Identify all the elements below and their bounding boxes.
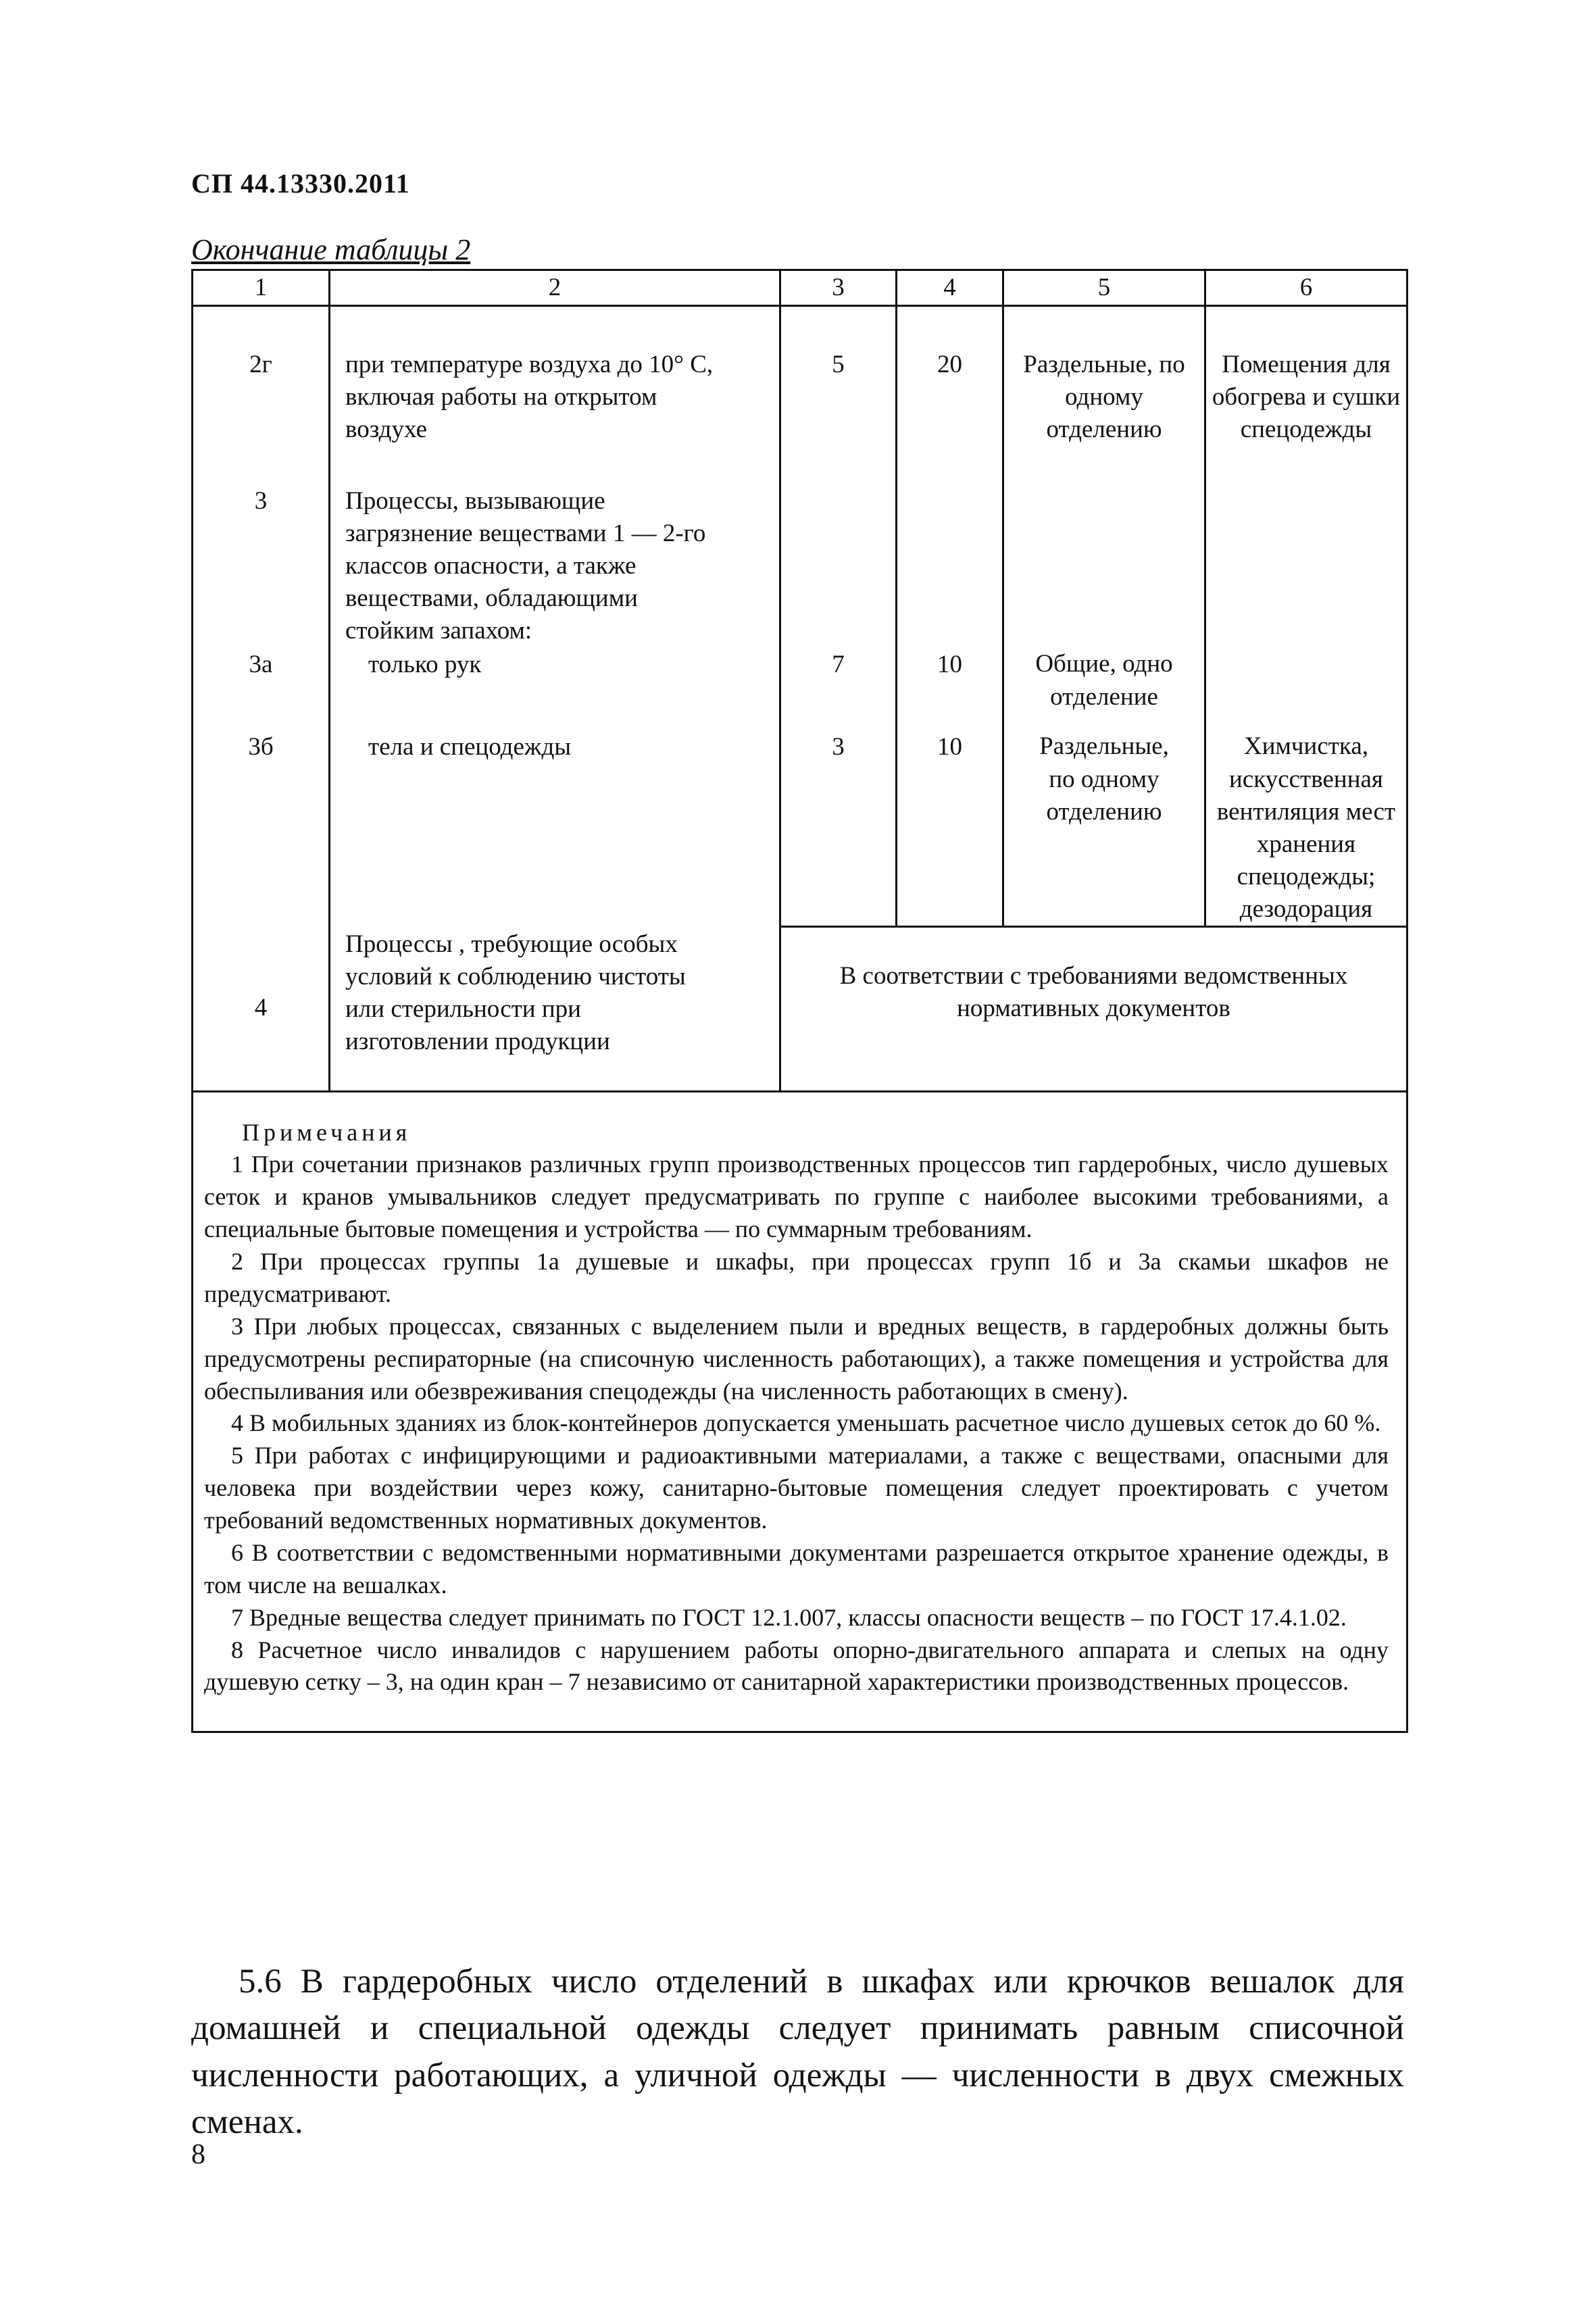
group-cell: 3б xyxy=(193,730,330,926)
process-line: веществами, обладающими xyxy=(345,584,638,613)
special-rooms-cell xyxy=(1205,730,1407,926)
cell-line: Помещения для xyxy=(1222,351,1391,378)
process-line: включая работы на открытом xyxy=(345,383,657,411)
process-line: или стерильности при xyxy=(345,995,581,1023)
process-cell xyxy=(330,484,780,648)
group-cell: 3 xyxy=(193,484,330,648)
note-item: 4 В мобильных зданиях из блок-контейнеров допускается уменьшать расчетное число душевых сеток до 60 %. xyxy=(231,1409,1381,1437)
page-number: 8 xyxy=(191,2139,205,2170)
table-header-row xyxy=(193,270,1407,306)
column-header-3: 3 xyxy=(780,270,897,306)
process-line: изготовлении продукции xyxy=(345,1027,610,1055)
table-2-end xyxy=(191,269,1408,1733)
table-row xyxy=(193,484,1407,648)
process-line: тела и спецодежды xyxy=(368,733,572,761)
merged-requirements-cell xyxy=(780,927,1407,1092)
process-line: условий к соблюдению чистоты xyxy=(345,962,686,990)
note-item: 8 Расчетное число инвалидов с нарушением работы опорно-двигательного аппарата и слепых на одну душевую сетку – 3, на один кран – 7 независимо от санитарной характеристики производственных процессов. xyxy=(204,1636,1389,1696)
group-cell: 4 xyxy=(193,927,330,1092)
section-paragraph-5-6: 5.6 В гардеробных число отделений в шкафах или крючков вешалок для домашней и специальной одежды следует принимать равным списочной численности работающих, а уличной одежды — численности в двух смежных сменах. xyxy=(191,1963,1404,2142)
table-row xyxy=(193,730,1407,926)
value-cell: 10 xyxy=(897,730,1003,926)
notes-row xyxy=(193,1091,1407,1732)
wardrobe-type-cell xyxy=(1003,484,1205,648)
note-item: 1 При сочетании признаков различных групп производственных процессов тип гардеробных, число душевых сеток и кранов умывальников следует предусматривать по группе с наиболее высокими требованиями, а специальные бытовые помещения и устройства — по суммарным требованиям. xyxy=(204,1151,1389,1243)
process-line: стойким запахом: xyxy=(345,617,532,645)
process-line: классов опасности, а также xyxy=(345,552,637,580)
cell-line: Раздельные, xyxy=(1039,732,1169,761)
notes-title: Примечания xyxy=(242,1118,412,1146)
cell-line: нормативных документов xyxy=(957,995,1230,1023)
special-rooms-cell xyxy=(1205,648,1407,730)
cell-line: искусственная xyxy=(1229,765,1383,793)
wardrobe-type-cell xyxy=(1003,730,1205,926)
group-cell: 2г xyxy=(193,306,330,485)
document-code: СП 44.13330.2011 xyxy=(191,168,410,199)
note-item: 6 В соответствии с ведомственными нормативными документами разрешается открытое хранение одежды, в том числе на вешалках. xyxy=(204,1538,1389,1599)
column-header-2: 2 xyxy=(330,270,780,306)
cell-line: вентиляция мест xyxy=(1216,797,1396,826)
table-row xyxy=(193,927,1407,1092)
process-line: Процессы, вызывающие xyxy=(345,487,605,515)
note-item: 3 При любых процессах, связанных с выделением пыли и вредных веществ, в гардеробных должны быть предусмотрены респираторные (на списочную численность работающих), а также помещения и устройства для обеспыливания или обезвреживания спецодежды (на численность работающих в смену). xyxy=(204,1312,1389,1405)
cell-line: Раздельные, по xyxy=(1023,351,1185,378)
cell-line: дезодорация xyxy=(1239,895,1373,923)
value-cell: 3 xyxy=(780,730,897,926)
cell-line: Общие, одно xyxy=(1035,650,1173,678)
cell-line: отделению xyxy=(1046,797,1162,826)
cell-line: отделению xyxy=(1046,416,1162,444)
table-row xyxy=(193,306,1407,485)
process-cell xyxy=(330,730,780,926)
process-cell xyxy=(330,648,780,730)
process-cell xyxy=(330,927,780,1092)
cell-line: обогрева и сушки xyxy=(1212,383,1401,411)
value-cell: 10 xyxy=(897,648,1003,730)
cell-line: отделение xyxy=(1050,682,1158,711)
special-rooms-cell xyxy=(1205,484,1407,648)
value-cell: 5 xyxy=(780,306,897,485)
table-caption: Окончание таблицы 2 xyxy=(191,233,471,266)
column-header-5: 5 xyxy=(1003,270,1205,306)
note-item: 2 При процессах группы 1а душевые и шкафы, при процессах групп 1б и 3а скамьи шкафов не предусматривают. xyxy=(204,1248,1389,1307)
value-cell: 20 xyxy=(897,306,1003,485)
cell-line: спецодежды xyxy=(1240,416,1372,444)
wardrobe-type-cell xyxy=(1003,648,1205,730)
cell-line: В соответствии с требованиями ведомственных xyxy=(839,962,1348,990)
cell-line: по одному xyxy=(1049,765,1159,793)
column-header-1: 1 xyxy=(193,270,330,306)
value-cell xyxy=(780,484,897,648)
process-line: воздухе xyxy=(345,416,427,444)
cell-line: хранения xyxy=(1256,830,1356,858)
column-header-6: 6 xyxy=(1205,270,1407,306)
note-item: 5 При работах с инфицирующими и радиоактивными материалами, а также с веществами, опасными для человека при воздействии через кожу, санитарно-бытовые помещения следует проектировать с учетом требований ведомственных нормативных документов. xyxy=(204,1442,1389,1534)
value-cell xyxy=(897,484,1003,648)
process-line: Процессы , требующие особых xyxy=(345,930,678,958)
notes-cell xyxy=(193,1091,1407,1732)
table-row xyxy=(193,648,1407,730)
cell-line: одному xyxy=(1065,383,1143,411)
cell-line: Химчистка, xyxy=(1243,732,1369,761)
process-line: загрязнение веществами 1 — 2-го xyxy=(345,520,706,548)
special-rooms-cell xyxy=(1205,306,1407,485)
process-line: только рук xyxy=(368,651,482,679)
note-item: 7 Вредные вещества следует принимать по ГОСТ 12.1.007, классы опасности веществ – по ГОСТ 17.4.1.02. xyxy=(231,1603,1347,1631)
column-header-4: 4 xyxy=(897,270,1003,306)
wardrobe-type-cell xyxy=(1003,306,1205,485)
group-cell: 3а xyxy=(193,648,330,730)
process-line: при температуре воздуха до 10° С, xyxy=(345,351,714,378)
process-cell xyxy=(330,306,780,485)
cell-line: спецодежды; xyxy=(1237,862,1376,890)
value-cell: 7 xyxy=(780,648,897,730)
